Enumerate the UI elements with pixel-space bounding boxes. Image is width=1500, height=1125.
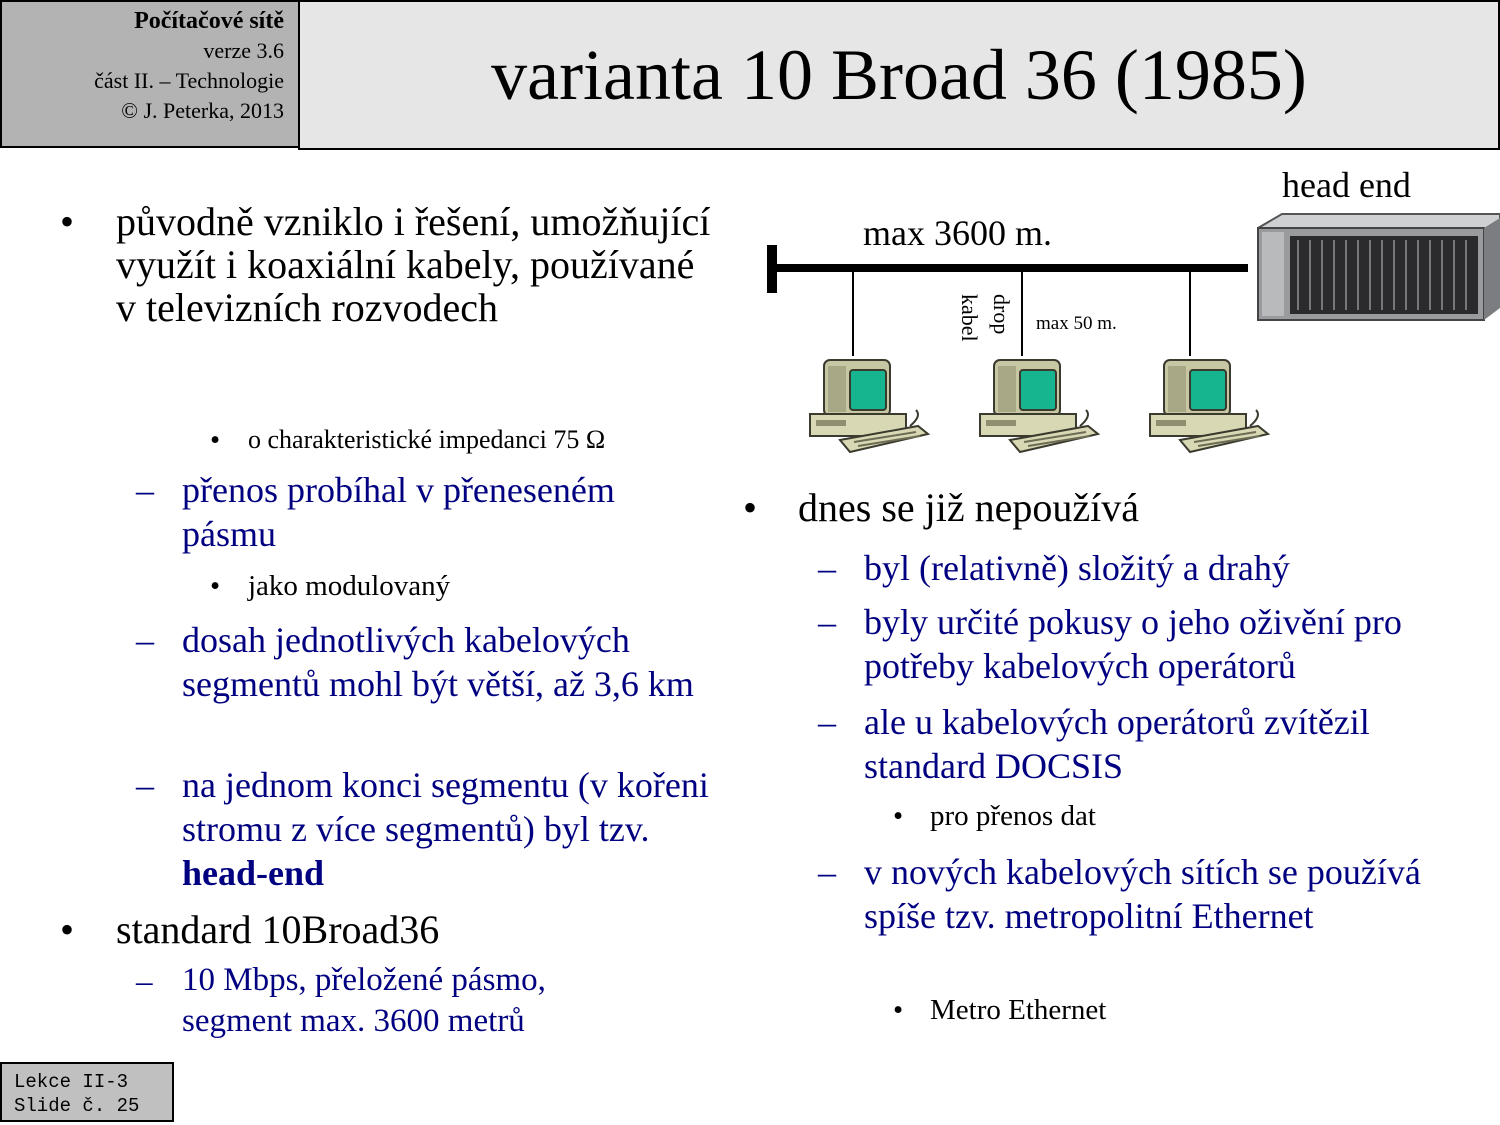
sub-bullet-marker: • bbox=[893, 800, 904, 832]
dash-marker: – bbox=[136, 620, 154, 660]
left-dash-3-text: na jednom konci segmentu (v kořeni stromu z více segmentů) byl tzv. bbox=[182, 765, 709, 849]
computer-icon bbox=[1150, 360, 1268, 452]
max-length-label: max 3600 m. bbox=[863, 213, 1052, 253]
left-sub-2: jako modulovaný bbox=[248, 570, 451, 602]
sub-bullet-marker: • bbox=[893, 994, 904, 1026]
drop-label: drop bbox=[989, 294, 1014, 335]
dash-marker: – bbox=[818, 852, 836, 892]
bullet-marker: • bbox=[60, 907, 75, 952]
right-dash-4: v nových kabelových sítích se používá spíše tzv. metropolitní Ethernet bbox=[864, 852, 1421, 936]
main-cable bbox=[772, 264, 1248, 272]
right-dash-1: byl (relativně) složitý a drahý bbox=[864, 548, 1290, 588]
left-bullet-1: původně vzniklo i řešení, umožňující využít i koaxiální kabely, používané v televizních rozvodech bbox=[116, 199, 711, 330]
title-bar bbox=[298, 0, 1500, 150]
version: verze 3.6 bbox=[203, 38, 284, 63]
computer-icon bbox=[810, 360, 928, 452]
dash-marker: – bbox=[136, 765, 154, 805]
right-dash-2: byly určité pokusy o jeho oživění pro potřeby kabelových operátorů bbox=[864, 602, 1402, 686]
slide-title: varianta 10 Broad 36 (1985) bbox=[491, 34, 1307, 115]
copyright: © J. Peterka, 2013 bbox=[121, 98, 284, 123]
drop-length-label: max 50 m. bbox=[1036, 313, 1117, 334]
bullet-marker: • bbox=[60, 199, 75, 244]
slide-number: Slide č. 25 bbox=[14, 1095, 140, 1117]
sub-bullet-marker: • bbox=[210, 570, 221, 602]
dash-marker: – bbox=[818, 548, 836, 588]
left-dash-2: dosah jednotlivých kabelových segmentů mohl být větší, až 3,6 km bbox=[182, 620, 694, 704]
dash-marker: – bbox=[818, 702, 836, 742]
header-info bbox=[0, 0, 298, 148]
head-end-label: head end bbox=[1282, 165, 1411, 205]
server-icon bbox=[1258, 214, 1500, 320]
kabel-label: kabel bbox=[957, 294, 982, 342]
left-dash-4: 10 Mbps, přeložené pásmo, segment max. 3600 metrů bbox=[182, 962, 546, 1039]
dash-marker: – bbox=[136, 470, 154, 510]
lecture-number: Lekce II-3 bbox=[14, 1071, 129, 1093]
right-sub-1: pro přenos dat bbox=[930, 800, 1096, 832]
head-end-term: head-end bbox=[182, 853, 325, 893]
computer-icon bbox=[980, 360, 1098, 452]
left-sub-1: o charakteristické impedanci 75 Ω bbox=[248, 425, 606, 454]
left-bullet-2: standard 10Broad36 bbox=[116, 907, 440, 952]
lecture-badge bbox=[0, 1062, 174, 1122]
sub-bullet-marker: • bbox=[210, 424, 221, 456]
left-dash-3 bbox=[182, 763, 722, 895]
right-dash-3: ale u kabelových operátorů zvítězil standard DOCSIS bbox=[864, 702, 1370, 786]
left-dash-1: přenos probíhal v přeneseném pásmu bbox=[182, 470, 615, 554]
bullet-marker: • bbox=[743, 485, 758, 530]
right-sub-2: Metro Ethernet bbox=[930, 994, 1107, 1026]
dash-marker: – bbox=[818, 602, 836, 642]
right-bullet-1: dnes se již nepoužívá bbox=[798, 485, 1139, 530]
course-name: Počítačové sítě bbox=[134, 8, 284, 34]
dash-marker: – bbox=[136, 964, 153, 1000]
course-part: část II. – Technologie bbox=[94, 68, 284, 93]
